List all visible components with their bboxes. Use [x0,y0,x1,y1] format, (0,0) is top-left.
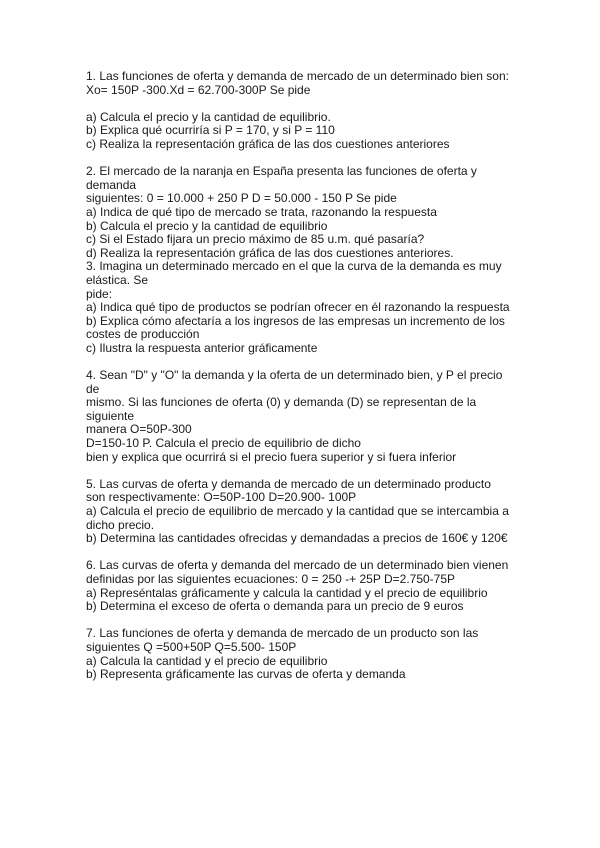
text-line: a) Indica de qué tipo de mercado se trata, razonando la respuesta [86,204,437,219]
text-line: D=150-10 P. Calcula el precio de equilibrio de dicho [86,436,361,451]
text-line: b) Determina el exceso de oferta o demanda para un precio de 9 euros [86,599,464,614]
text-line: c) Ilustra la respuesta anterior gráficamente [86,340,318,355]
text-line: a) Indica qué tipo de productos se podrían ofrecer en él razonando la respuesta [86,300,510,315]
text-line: 1. Las funciones de oferta y demanda de mercado de un determinado bien son: [86,69,509,83]
text-line: definidas por las siguientes ecuaciones: 0 = 250 -+ 25P D=2.750-75P [86,571,456,586]
blank-line [86,614,526,628]
text-line: a) Represéntalas gráficamente y calcula la cantidad y el precio de equilibrio [86,585,488,600]
blank-line [86,464,526,478]
text-line: pide: [86,286,113,301]
text-line: 7. Las funciones de oferta y demanda de mercado de un producto son las [86,626,479,641]
text-line: costes de producción [86,327,200,342]
blank-line [86,546,526,560]
text-line: d) Realiza la representación gráfica de las dos cuestiones anteriores. [86,245,454,260]
text-line: demanda [86,177,137,192]
text-line: Xo= 150P -300.Xd = 62.700-300P Se pide [86,82,311,97]
text-line: siguientes: 0 = 10.000 + 250 P D = 50.000 - 150 P Se pide [86,191,397,206]
text-line: 2. El mercado de la naranja en España presenta las funciones de oferta y [86,164,477,179]
text-line: b) Explica qué ocurriría si P = 170, y si P = 110 [86,123,335,138]
text-line: b) Representa gráficamente las curvas de oferta y demanda [86,667,406,682]
text-line: a) Calcula el precio y la cantidad de equilibrio. [86,109,331,124]
text-line: b) Determina las cantidades ofrecidas y demandadas a precios de 160€ y 120€ [86,531,508,546]
text-line: mismo. Si las funciones de oferta (0) y demanda (D) se representan de la [86,395,477,410]
blank-line [86,152,526,166]
blank-line [86,97,526,111]
text-line: 4. Sean "D" y "O" la demanda y la oferta de un determinado bien, y P el precio [86,368,503,383]
text-line: dicho precio. [86,517,155,532]
text-line: 5. Las curvas de oferta y demanda de mercado de un determinado producto [86,476,491,491]
text-line: b) Calcula el precio y la cantidad de equilibrio [86,218,328,233]
text-line: siguientes Q =500+50P Q=5.500- 150P [86,639,297,654]
text-line: bien y explica que ocurrirá si el precio fuera superior y si fuera inferior [86,449,457,464]
text-line: b) Explica cómo afectaría a los ingresos de las empresas un incremento de los [86,313,505,328]
text-line: 3. Imagina un determinado mercado en el que la curva de la demanda es muy [86,259,502,274]
text-line: a) Calcula el precio de equilibrio de mercado y la cantidad que se intercambia a [86,504,509,518]
text-line: c) Si el Estado fijara un precio máximo de 85 u.m. qué pasaría? [86,232,425,247]
blank-line [86,355,526,369]
text-line: c) Realiza la representación gráfica de las dos cuestiones anteriores [86,136,450,151]
document-body [86,70,526,682]
text-line: manera O=50P-300 [86,422,192,437]
text-line: elástica. Se [86,272,149,287]
text-line: de [86,381,100,396]
text-line: 6. Las curvas de oferta y demanda del mercado de un determinado bien vienen [86,558,509,573]
text-line: son respectivamente: O=50P-100 D=20.900- 100P [86,490,357,505]
text-line: siguiente [86,408,135,423]
text-line: a) Calcula la cantidad y el precio de equilibrio [86,653,328,668]
